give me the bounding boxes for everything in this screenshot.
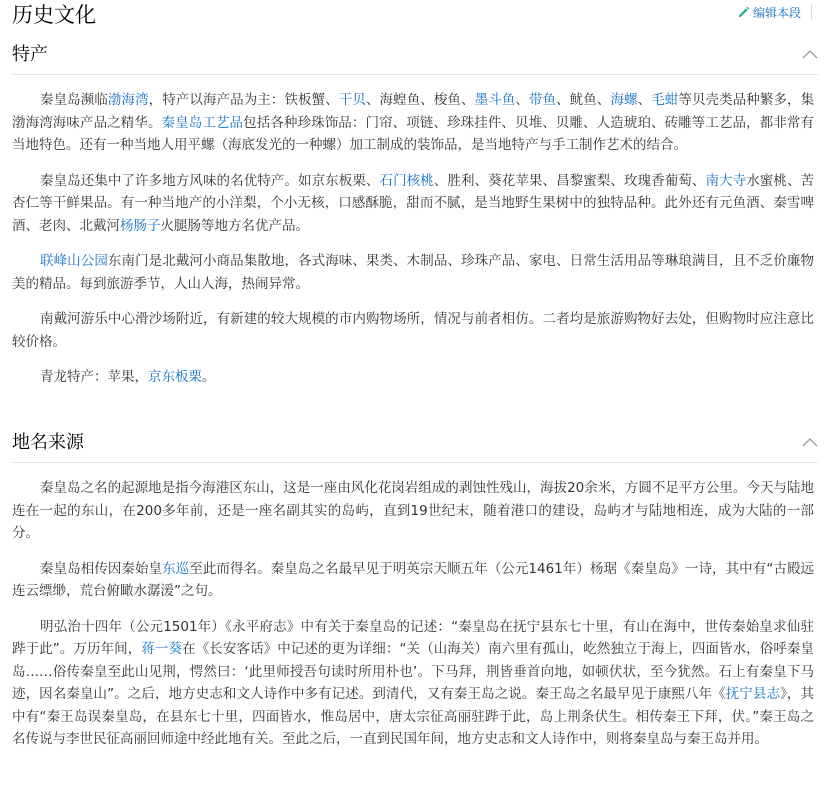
text-run: ，特产以海产品为主：铁板蟹、 <box>148 92 339 108</box>
edit-divider <box>811 5 812 19</box>
edit-section-label[interactable]: 编辑本段 <box>752 6 801 20</box>
text-run: 、海蝗鱼、梭鱼、 <box>365 92 475 108</box>
inline-link[interactable]: 毛蚶 <box>651 92 679 108</box>
text-run: 青龙特产：苹果， <box>40 369 148 385</box>
edit-section-link[interactable] <box>738 5 812 21</box>
text-run: 等贝壳类品种繁多，集渤海湾海味产品之精华。 <box>12 92 815 131</box>
text-run: 、 <box>515 92 529 108</box>
text-run: 包括各种珍珠饰品：门帘、项链、珍珠挂件、贝堆、贝雕、人造琥珀、砖雕等工艺品，都非常有当地特色。还有一种当地人用平螺（海底发光的一种螺）加工制成的装饰品，是当地特产与手工制作艺术的结合。 <box>12 114 815 153</box>
section-body <box>12 75 818 389</box>
inline-link[interactable]: 南大寺 <box>705 172 747 189</box>
text-run: 、鱿鱼、 <box>556 92 611 108</box>
paragraph <box>12 170 818 238</box>
inline-link[interactable]: 海螺 <box>610 92 638 108</box>
paragraph <box>12 616 818 751</box>
paragraph <box>12 558 818 603</box>
text-run: 在《长安客话》中记述的更为详细：“关（山海关）南六里有孤山，屹然独立于海上，四面皆水，俗呼秦皇岛……俗传秦皇至此山见荆，愕然曰：‘此里师授吾句读时所用朴也’。下马拜，荆皆垂首向地，如顿伏状，至今犹然。石上有秦皇下马迹，因名秦皇山”。之后，地方史志和文人诗作中多有记述。到清代，又有秦王岛之说。秦王岛之名最早见于康熙八年《 <box>12 641 815 702</box>
text-run: 火腿肠等地方名优产品。 <box>160 217 309 234</box>
inline-link[interactable]: 联峰山公园 <box>40 253 108 269</box>
inline-link[interactable]: 石门核桃 <box>379 172 434 189</box>
section-specialties <box>12 38 818 389</box>
inline-link[interactable]: 杨肠子 <box>120 217 161 234</box>
inline-link[interactable]: 东巡 <box>162 560 190 577</box>
text-run: 秦皇岛还集中了许多地方风味的名优特产。如京东板栗、 <box>40 172 380 189</box>
inline-link[interactable]: 秦皇岛工艺品 <box>161 114 244 131</box>
paragraph <box>12 477 818 545</box>
inline-link[interactable]: 抚宁县志 <box>725 686 781 702</box>
text-run: 水蜜桃、苦杏仁等干鲜果品。有一种当地产的小洋梨，个小无核，口感酥脆，甜而不腻，是当地野生果树中的独特品种。此外还有元鱼酒、秦雪啤酒、老肉、北戴河 <box>12 172 815 234</box>
text-run: 明弘治十四年（公元1501年）《永平府志》中有关于秦皇岛的记述：“秦皇岛在抚宁县东七十里，有山在海中，世传秦始皇求仙驻跸于此”。万历年间， <box>12 618 814 657</box>
paragraph <box>12 89 818 157</box>
chevron-up-icon[interactable] <box>802 436 818 448</box>
inline-link[interactable]: 渤海湾 <box>107 92 149 108</box>
text-run: 秦皇岛之名的起源地是指今海港区东山，这是一座由风化花岗岩组成的剥蚀性残山，海拔20余米，方圆不足平方公里。今天与陆地连在一起的东山，在200多年前，还是一座名副其实的岛屿，直到19世纪末，随着港口的建设，岛屿才与陆地相连，成为大陆的一部分。 <box>12 480 814 541</box>
section-header <box>12 426 818 463</box>
section-header <box>12 38 818 75</box>
chevron-up-icon[interactable] <box>802 48 818 60</box>
page-title-row <box>12 0 818 30</box>
text-run: 东南门是北戴河小商品集散地，各式海味、果类、木制品、珍珠产品、家电、日常生活用品等琳琅满目，且不乏价廉物美的精品。每到旅游季节，人山人海，热闹异常。 <box>12 253 815 292</box>
text-run: 秦皇岛濒临 <box>40 92 108 108</box>
text-run: 、 <box>637 92 652 108</box>
inline-link[interactable]: 干贝 <box>338 92 366 108</box>
text-run: 秦皇岛相传因秦始皇 <box>40 560 163 577</box>
paragraph <box>12 308 818 353</box>
section-body <box>12 463 818 751</box>
paragraph <box>12 366 818 389</box>
page-title: 历史文化 <box>12 3 96 27</box>
section-place-name-origin <box>12 426 818 751</box>
section-title: 地名来源 <box>12 432 84 453</box>
text-run: 》，其中有“秦王岛误秦皇岛，在县东七十里，四面皆水，惟岛居中，唐太宗征高丽驻跸于此，岛上荆条伏生。相传秦王下拜，伏。”秦王岛之名传说与李世民征高丽回师途中经此地有关。至此之后，一直到民国年间，地方史志和文人诗作中，则将秦皇岛与秦王岛并用。 <box>12 686 815 747</box>
text-run: 至此而得名。秦皇岛之名最早见于明英宗天顺五年（公元1461年）杨琚《秦皇岛》一诗，其中有“古殿远连云缥缈，荒台俯瞰水潺湲”之句。 <box>12 560 815 599</box>
inline-link[interactable]: 墨斗鱼 <box>474 92 516 108</box>
paragraph <box>12 250 818 295</box>
pencil-icon <box>738 6 750 18</box>
inline-link[interactable]: 带鱼 <box>528 92 557 108</box>
text-run: 。 <box>202 369 216 385</box>
text-run: 、胜利、葵花苹果、昌黎蜜梨、玫瑰香葡萄、 <box>433 172 706 189</box>
inline-link[interactable]: 京东板栗 <box>148 369 202 385</box>
section-title: 特产 <box>12 44 48 65</box>
text-run: 南戴河游乐中心滑沙场附近，有新建的较大规模的市内购物场所，情况与前者相仿。二者均是旅游购物好去处，但购物时应注意比较价格。 <box>12 311 814 350</box>
inline-link[interactable]: 蒋一葵 <box>141 641 183 657</box>
